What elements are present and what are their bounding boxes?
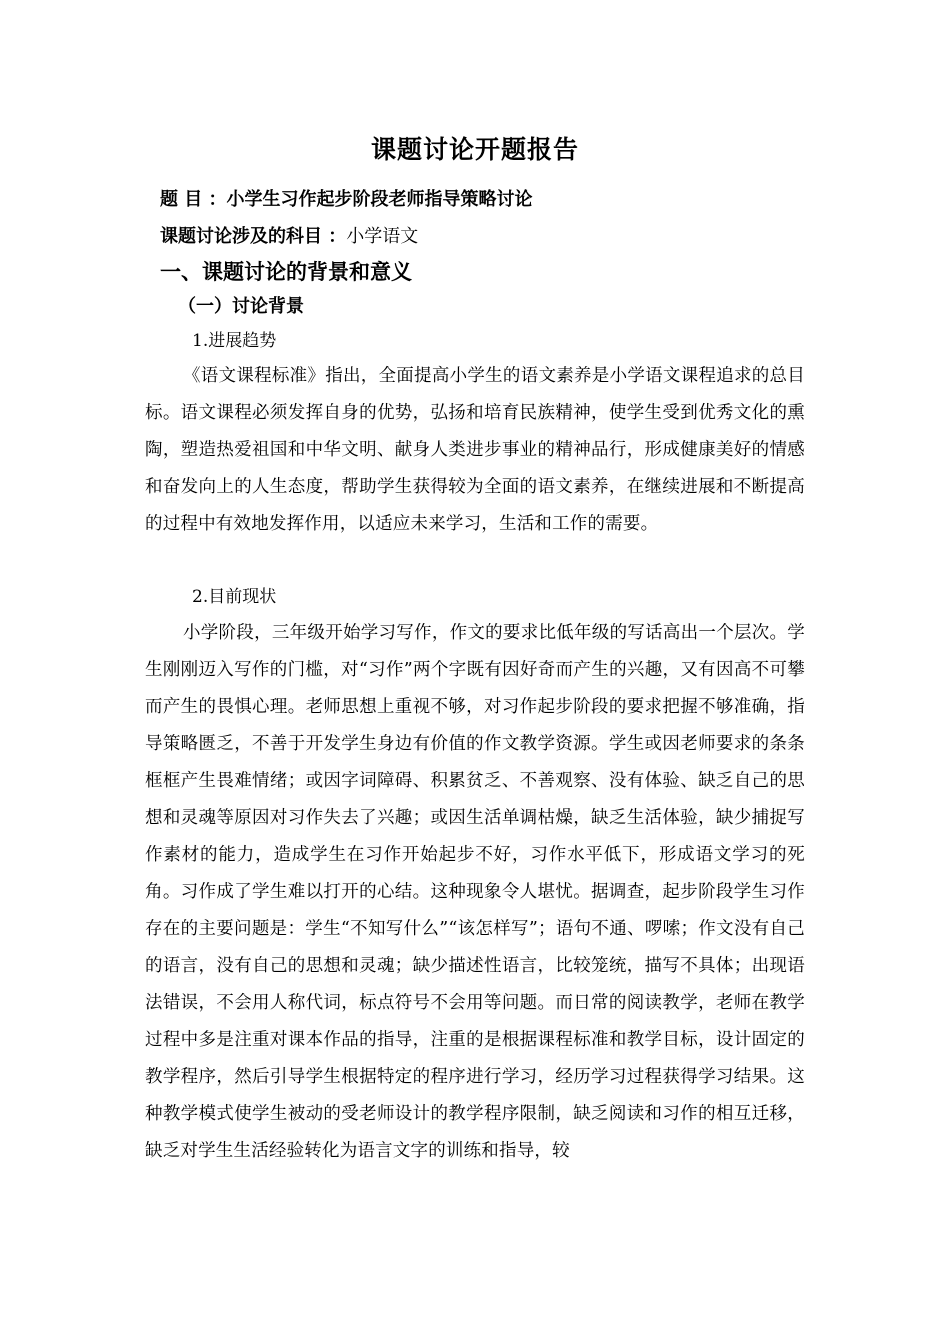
topic-label: 题 目 ：: [160, 189, 227, 210]
paragraph-trend: 《语文课程标准》指出，全面提高小学生的语文素养是小学语文课程追求的总目标。语文课程必须发挥自身的优势，弘扬和培育民族精神，使学生受到优秀文化的熏陶，塑造热爱祖国和中华文明、献身人类进步事业的精神品行，形成健康美好的情感和奋发向上的人生态度，帮助学生获得较为全面的语文素养，在继续进展和不断提高的过程中有效地发挥作用，以适应未来学习，生活和工作的需要。: [145, 366, 805, 534]
topic-line: [160, 187, 533, 213]
item-heading-trend: 1.进展趋势: [192, 331, 277, 351]
topic-value: 小学生习作起步阶段老师指导策略讨论: [226, 189, 533, 210]
item-heading-status: 2.目前现状: [192, 587, 277, 607]
subject-label: 课题讨论涉及的科目 ：: [160, 226, 347, 247]
document-title: 课题讨论开题报告: [370, 135, 579, 164]
subsection-heading: （一）讨论背景: [178, 296, 304, 317]
section-heading: 一、课题讨论的背景和意义: [160, 260, 412, 284]
paragraph-status: 小学阶段，三年级开始学习写作，作文的要求比低年级的写话高出一个层次。学生刚刚迈入写作的门槛，对“习作”两个字既有因好奇而产生的兴趣，又有因高不可攀而产生的畏惧心理。老师思想上重视不够，对习作起步阶段的要求把握不够准确，指导策略匮乏，不善于开发学生身边有价值的作文教学资源。学生或因老师要求的条条框框产生畏难情绪；或因字词障碍、积累贫乏、不善观察、没有体验、缺乏自己的思想和灵魂等原因对习作失去了兴趣；或因生活单调枯燥，缺乏生活体验，缺少捕捉写作素材的能力，造成学生在习作开始起步不好，习作水平低下，形成语文学习的死角。习作成了学生难以打开的心结。这种现象令人堪忧。据调查，起步阶段学生习作存在的主要问题是：学生“不知写什么”“该怎样写”；语句不通、啰嗦；作文没有自己的语言，没有自己的思想和灵魂；缺少描述性语言，比较笼统，描写不具体；出现语法错误，不会用人称代词，标点符号不会用等问题。而日常的阅读教学，老师在教学过程中多是注重对课本作品的指导，注重的是根据课程标准和教学目标，设计固定的教学程序，然后引导学生根据特定的程序进行学习，经历学习过程获得学习结果。这种教学模式使学生被动的受老师设计的教学程序限制，缺乏阅读和习作的相互迁移，缺乏对学生生活经验转化为语言文字的训练和指导，较: [145, 623, 805, 1161]
subject-value: 小学语文: [346, 226, 419, 247]
subject-line: [160, 224, 418, 250]
